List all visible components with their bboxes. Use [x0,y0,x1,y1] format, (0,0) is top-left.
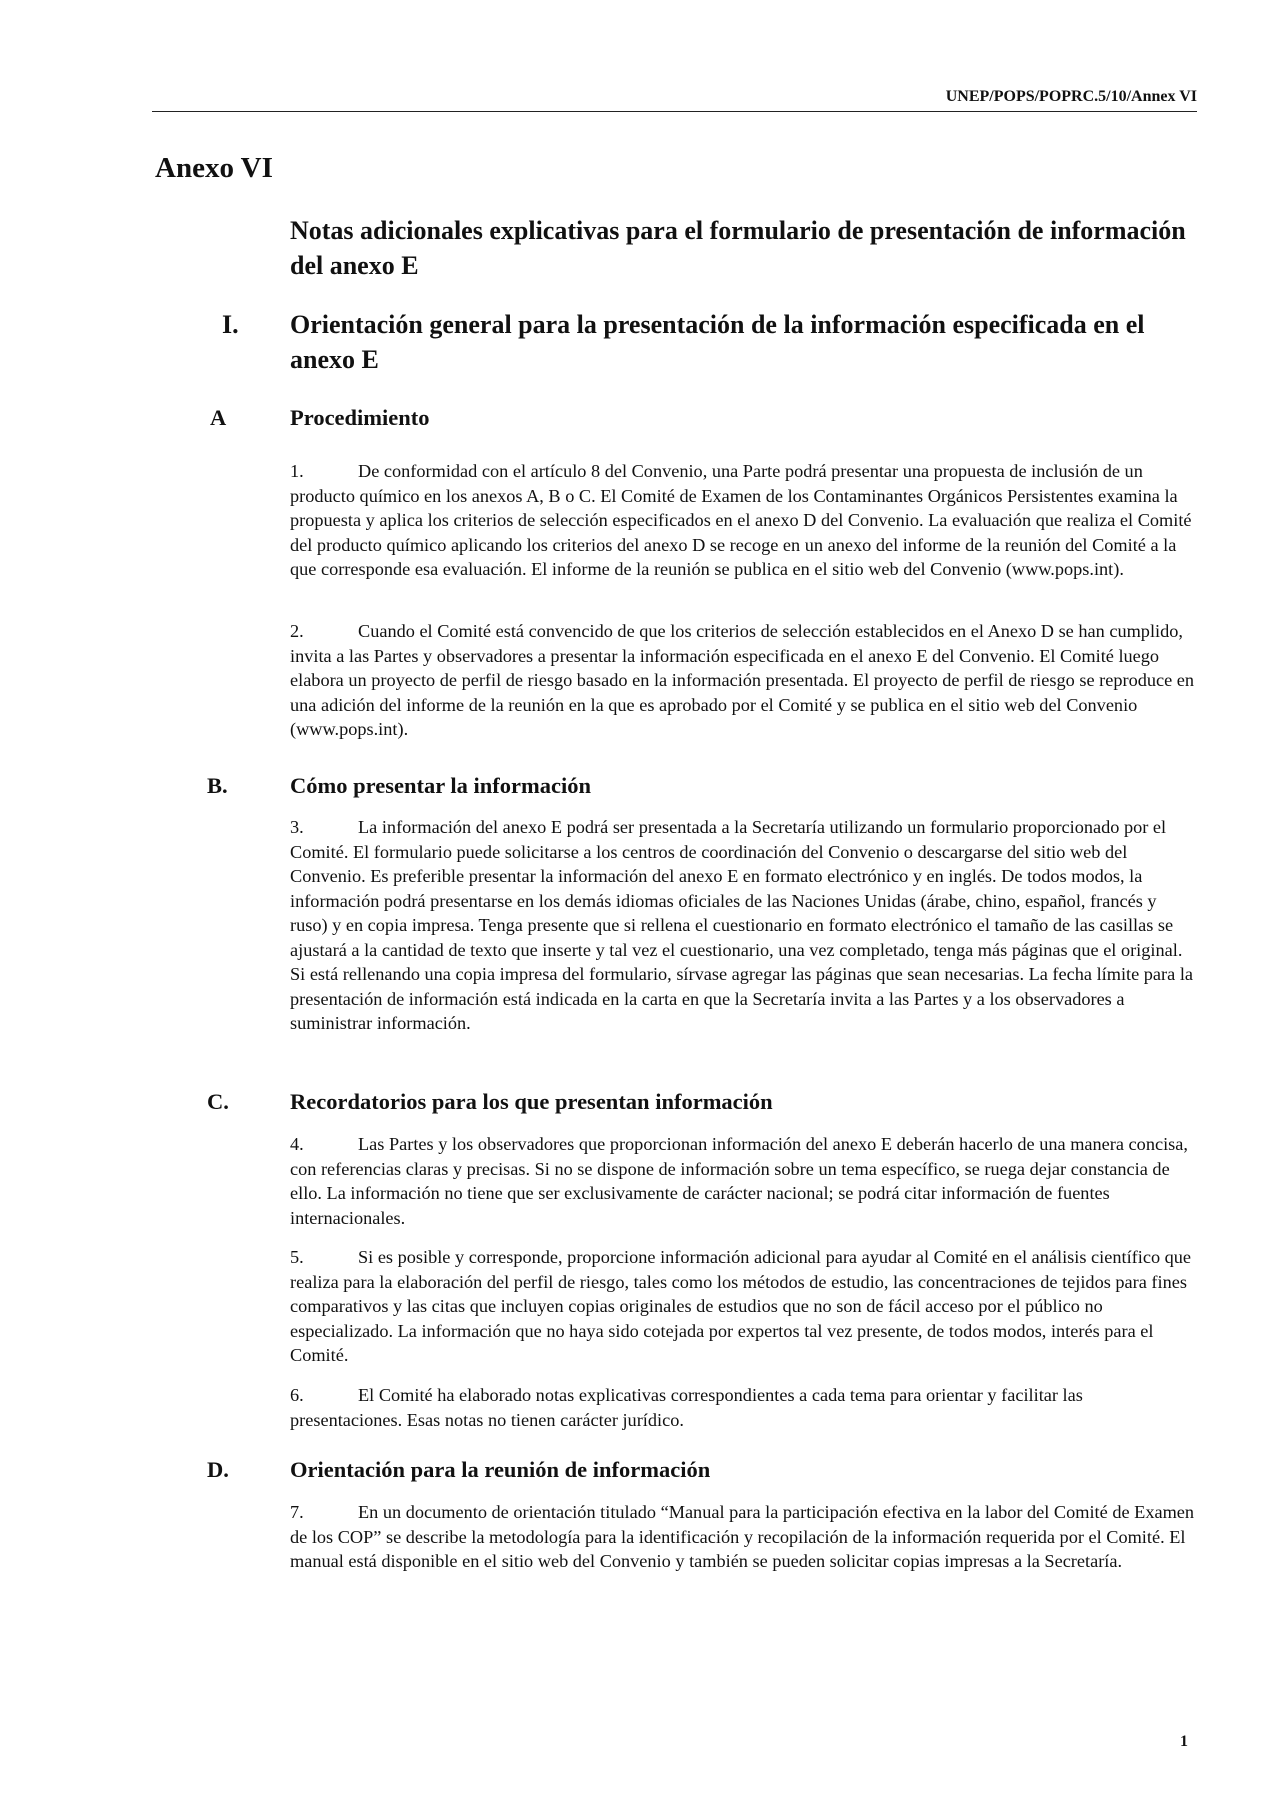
paragraph-text: En un documento de orientación titulado “Manual para la participación efectiva en la labor del Comité de Examen de los COP” se describe la metodología para la identificación y recopilación de la información requerida por el Comité. El manual está disponible en el sitio web del Convenio y también se pueden solicitar copias impresas a la Secretaría. [290,1502,1195,1571]
paragraph-number: 5. [290,1247,304,1267]
paragraph-number: 6. [290,1385,304,1405]
running-header: UNEP/POPS/POPRC.5/10/Annex VI [152,88,1197,112]
subsection-title: Procedimiento [290,405,430,430]
paragraph-text: Si es posible y corresponde, proporcione información adicional para ayudar al Comité en el análisis científico que realiza para la elaboración del perfil de riesgo, tales como los métodos de estudio, las concentraciones de tejidos para fines comparativos y las citas que incluyen copias originales de estudios que no son de fácil acceso por el público no especializado. La información que no haya sido cotejada por expertos tal vez presente, de todos modos, interés para el Comité. [290,1247,1192,1365]
subsection-letter: A [210,405,227,430]
document-title: Notas adicionales explicativas para el formulario de presentación de información del anexo E [290,216,1186,280]
page-number: 1 [1180,1733,1188,1750]
paragraph-text: El Comité ha elaborado notas explicativas correspondientes a cada tema para orientar y facilitar las presentaciones. Esas notas no tienen carácter jurídico. [290,1385,1083,1430]
paragraph-text: La información del anexo E podrá ser presentada a la Secretaría utilizando un formulario proporcionado por el Comité. El formulario puede solicitarse a los centros de coordinación del Convenio o descargarse del sitio web del Convenio. Es preferible presentar la información del anexo E en formato electrónico y en inglés. De todos modos, la información podrá presentarse en los demás idiomas oficiales de las Naciones Unidas (árabe, chino, español, francés y ruso) y en copia impresa. Tenga presente que si rellena el cuestionario en formato electrónico el tamaño de las casillas se ajustará a la cantidad de texto que inserte y tal vez el cuestionario, una vez completado, tenga más páginas que el original. Si está rellenando una copia impresa del formulario, sírvase agregar las páginas que sean necesarias. La fecha límite para la presentación de información está indicada en la carta en que la Secretaría invita a las Partes y a los observadores a suministrar información. [290,817,1194,1033]
subsection-title: Orientación para la reunión de información [290,1457,711,1482]
subsection-letter: C. [207,1089,229,1114]
paragraph-text: Las Partes y los observadores que proporcionan información del anexo E deberán hacerlo de una manera concisa, con referencias claras y precisas. Si no se dispone de información sobre un tema específico, se ruega dejar constancia de ello. La información no tiene que ser exclusivamente de carácter nacional; se podrá citar información de fuentes internacionales. [290,1134,1188,1228]
paragraph-7 [290,1500,1198,1574]
paragraph-text: De conformidad con el artículo 8 del Convenio, una Parte podrá presentar una propuesta de inclusión de un producto químico en los anexos A, B o C. El Comité de Examen de los Contaminantes Orgánicos Persistentes examina la propuesta y aplica los criterios de selección especificados en el anexo D del Convenio. La evaluación que realiza el Comité del producto químico aplicando los criterios del anexo D se recoge en un anexo del informe de la reunión del Comité a la que corresponde esa evaluación. El informe de la reunión se publica en el sitio web del Convenio (www.pops.int). [290,461,1192,579]
subsection-letter: B. [207,773,228,798]
paragraph-2 [290,619,1198,742]
annex-title: Anexo VI [155,152,273,184]
paragraph-number: 3. [290,817,304,837]
paragraph-number: 1. [290,461,304,481]
paragraph-text: Cuando el Comité está convencido de que los criterios de selección establecidos en el Anexo D se han cumplido, invita a las Partes y observadores a presentar la información especificada en el anexo E del Convenio. El Comité luego elabora un proyecto de perfil de riesgo basado en la información presentada. El proyecto de perfil de riesgo se reproduce en una adición del informe de la reunión en la que es aprobado por el Comité y se publica en el sitio web del Convenio (www.pops.int). [290,621,1195,739]
paragraph-number: 4. [290,1134,304,1154]
paragraph-4 [290,1132,1198,1230]
section-number: I. [222,310,239,339]
paragraph-number: 2. [290,621,304,641]
paragraph-6 [290,1383,1198,1432]
subsection-letter: D. [207,1457,229,1482]
paragraph-number: 7. [290,1502,304,1522]
paragraph-5 [290,1245,1198,1368]
subsection-title: Cómo presentar la información [290,773,592,798]
subsection-title: Recordatorios para los que presentan información [290,1089,773,1114]
paragraph-1 [290,459,1198,582]
section-title: Orientación general para la presentación de la información especificada en el anexo E [290,310,1145,374]
paragraph-3 [290,815,1198,1036]
